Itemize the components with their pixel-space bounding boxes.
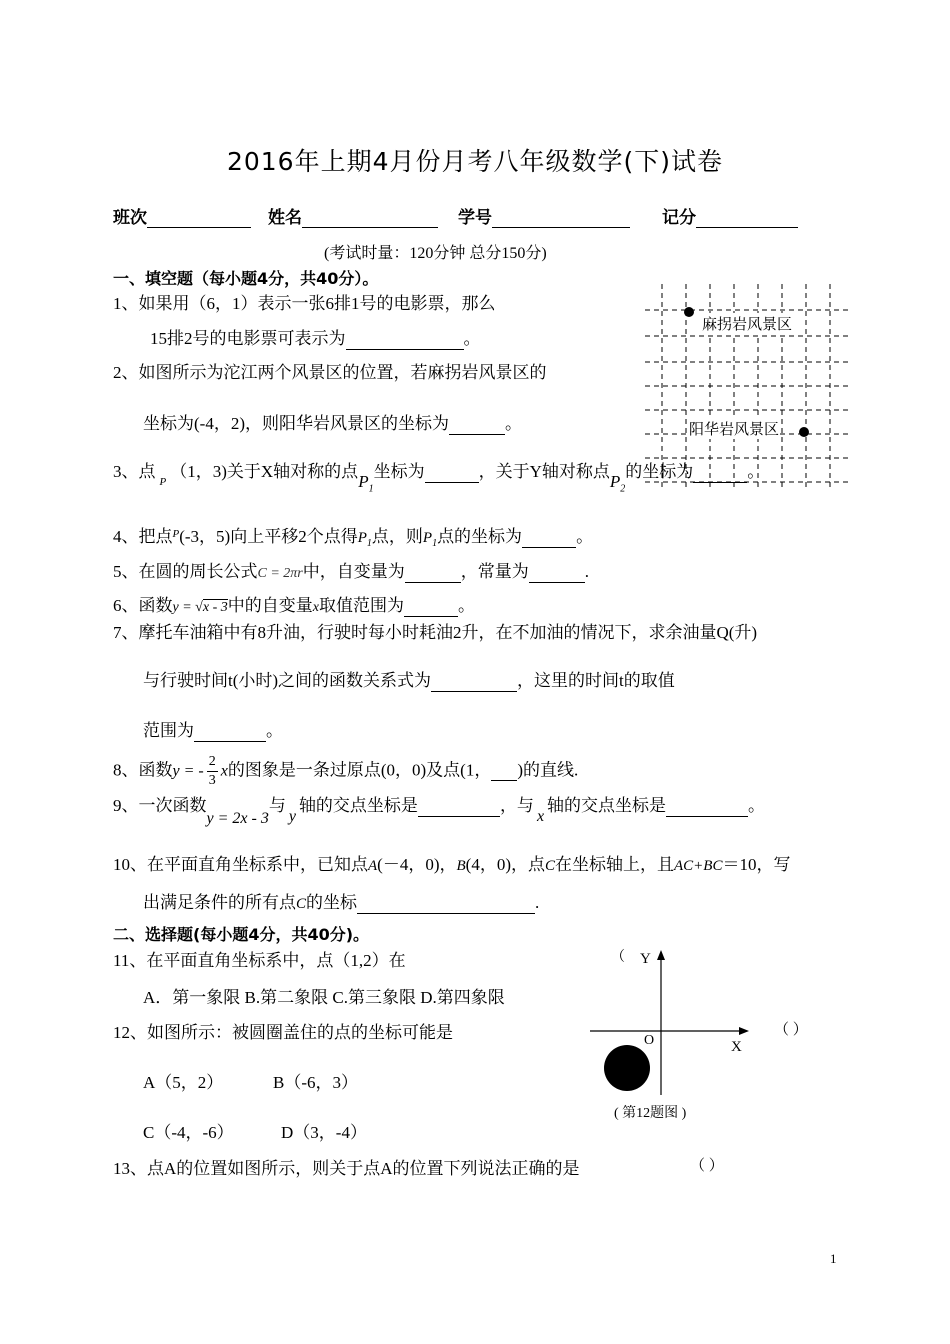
q5-blank-1[interactable] <box>405 562 461 583</box>
q6-formula-y: y = <box>172 600 196 615</box>
page-number: 1 <box>830 1251 837 1266</box>
q10-sum-expr: AC+BC <box>674 858 723 874</box>
q7-line3 <box>143 716 283 742</box>
score-label-text: 记分 <box>662 208 696 228</box>
q3-text-c: 坐标为 <box>373 462 425 481</box>
x-axis-arrow <box>739 1027 749 1035</box>
q3-line <box>113 457 765 495</box>
q8-fraction <box>207 753 218 790</box>
q10-line1 <box>113 850 790 875</box>
q3-text-a: 3、点 <box>113 462 156 481</box>
q4-point-p1: $P_1$ <box>357 530 372 549</box>
q6-var-x: x <box>312 600 319 615</box>
q6-radical-sign: √ <box>195 600 203 615</box>
q8-text-a: 8、函数 <box>113 760 173 780</box>
q3-text-b: （1，3)关于X轴对称的点 <box>170 462 359 481</box>
q8-numerator: 2 <box>207 753 218 772</box>
q8-denominator: 3 <box>208 773 216 788</box>
q7-line2 <box>143 666 675 692</box>
q7-blank-1[interactable] <box>431 671 517 692</box>
q4-text-d: 点的坐标为 <box>437 527 523 546</box>
exam-note: (考试时量：120分钟 总分150分) <box>324 245 547 262</box>
q10-point-c-again: C <box>296 896 307 912</box>
q10-point-c: C <box>545 858 556 874</box>
q7-line1: 7、摩托车油箱中有8升油，行驶时每小时耗油2升，在不加油的情况下，求余油量Q(升) <box>113 623 758 642</box>
q5-end: . <box>584 562 589 581</box>
q10-text-c: (4，0)，点 <box>465 855 545 874</box>
q8-blank[interactable] <box>491 760 517 781</box>
grid-label-yanghua: 阳华岩风景区 <box>689 418 779 439</box>
q7-text-b: 与行驶时间t(小时)之间的函数关系式为 <box>143 671 432 690</box>
q10-text-a: 10、在平面直角坐标系中，已知点 <box>113 855 368 874</box>
q4-point-p1-again: $P_1$ <box>422 530 438 549</box>
origin-label: O <box>644 1033 655 1048</box>
q5-formula: C = 2πr <box>257 566 303 581</box>
q9-var-y: y <box>288 808 296 825</box>
q11-paren: （ <box>611 950 625 965</box>
q10-text-d: 在坐标轴上，且 <box>555 855 675 874</box>
q3-end: 。 <box>747 462 765 481</box>
q6-text-b: 中的自变量 <box>227 596 313 615</box>
q12-option-b[interactable]: B（-6，3） <box>273 1073 358 1092</box>
q3-text-e: 的坐标为 <box>625 462 694 481</box>
q12-option-c[interactable]: C（-4，-6） <box>143 1123 234 1142</box>
q10-line2 <box>143 888 539 914</box>
q6-text-c: 取值范围为 <box>318 596 404 615</box>
q1-text: 15排2号的电影票可表示为 <box>150 329 346 348</box>
q13-paren: （ ） <box>690 1158 724 1174</box>
q5-text-b: 中，自变量为 <box>302 562 405 581</box>
name-label-text: 姓名 <box>268 208 302 228</box>
section2-heading: 二、选择题(每小题4分，共40分)。 <box>113 925 370 944</box>
q3-point-p: P <box>159 476 167 488</box>
q9-text-c: 轴的交点坐标是 <box>298 796 418 815</box>
q4-text-b: (-3，5)向上平移2个点得 <box>179 527 358 546</box>
q9-blank-2[interactable] <box>666 796 748 817</box>
q11-options[interactable]: A．第一象限 B.第二象限 C.第三象限 D.第四象限 <box>143 988 505 1007</box>
x-axis-label: X <box>731 1039 742 1055</box>
q10-text-e: ＝10，写 <box>722 855 791 874</box>
page-title: 2016年上期4月份月考八年级数学(下)试卷 <box>226 147 724 176</box>
id-label <box>458 203 630 228</box>
q8-formula-x: x <box>220 762 228 780</box>
name-field[interactable] <box>302 207 438 228</box>
q5-text-c: ，常量为 <box>460 562 529 581</box>
q3-point-p2: $P_2$ <box>609 472 626 495</box>
q11-line: 11、在平面直角坐标系中，点（1,2）在 <box>113 951 406 970</box>
q6-blank[interactable] <box>404 596 458 617</box>
mogui-point <box>684 307 694 317</box>
q6-text-a: 6、函数 <box>113 596 173 615</box>
q4-point-p: P <box>172 528 180 540</box>
q12-paren: （ ） <box>774 1022 808 1038</box>
q7-blank-2[interactable] <box>194 721 266 742</box>
score-label <box>662 203 798 228</box>
q6-end: 。 <box>457 596 475 615</box>
q3-point-p1: $P_1$ <box>358 472 374 495</box>
figure12-caption: ( 第12题图 ) <box>614 1106 687 1121</box>
q9-text-a: 9、一次函数 <box>113 796 207 815</box>
q1-blank[interactable] <box>346 329 464 350</box>
q10-text-f: 出满足条件的所有点 <box>143 893 296 912</box>
score-field[interactable] <box>696 207 798 228</box>
q2-line1: 2、如图所示为沱江两个风景区的位置，若麻拐岩风景区的 <box>113 363 547 382</box>
y-axis-arrow <box>657 950 665 960</box>
q7-text-d: 范围为 <box>143 721 194 740</box>
q1-line1: 1、如果用（6，1）表示一张6排1号的电影票，那么 <box>113 294 496 313</box>
q9-end: 。 <box>748 796 766 815</box>
q10-text-b: (－4，0)， <box>377 855 457 874</box>
q9-var-x: x <box>536 808 545 825</box>
q10-text-g: 的坐标 <box>306 893 358 912</box>
q1-line2 <box>150 324 481 350</box>
q2-blank[interactable] <box>449 414 505 435</box>
id-label-text: 学号 <box>458 208 492 228</box>
q4-end: 。 <box>576 527 594 546</box>
q4-text-a: 4、把点 <box>113 527 173 546</box>
q3-text-d: ，关于Y轴对称点 <box>478 462 610 481</box>
q8-line <box>113 753 578 790</box>
q9-line <box>113 791 766 827</box>
q7-text-c: ，这里的时间t的取值 <box>517 671 675 690</box>
q8-text-b: 的图象是一条过原点(0，0)及点(1， <box>227 760 492 780</box>
q9-text-b: 与 <box>268 796 286 815</box>
q3-blank-1[interactable] <box>425 462 479 483</box>
q8-formula-y: y = - <box>172 762 204 780</box>
yanghua-point <box>799 427 809 437</box>
class-label-text: 班次 <box>113 208 147 228</box>
class-label <box>113 203 251 228</box>
q5-blank-2[interactable] <box>529 562 585 583</box>
q2-text: 坐标为(-4，2)，则阳华岩风景区的坐标为 <box>143 414 449 433</box>
q10-end: . <box>535 893 540 912</box>
q12-option-d[interactable]: D（3，-4） <box>281 1123 367 1142</box>
q12-line: 12、如图所示：被圆圈盖住的点的坐标可能是 <box>113 1023 453 1042</box>
grid-label-mogui: 麻拐岩风景区 <box>702 313 792 334</box>
section1-heading: 一、填空题（每小题4分，共40分）。 <box>113 269 379 288</box>
y-axis-label: Y <box>640 951 651 967</box>
q10-point-b: B <box>456 858 466 874</box>
q1-end: 。 <box>463 329 481 348</box>
q4-text-c: 点，则 <box>371 527 423 546</box>
q12-option-a[interactable]: A（5，2） <box>143 1073 224 1092</box>
covering-circle <box>604 1045 650 1091</box>
q3-blank-2[interactable] <box>693 462 747 483</box>
q9-blank-1[interactable] <box>418 796 500 817</box>
q2-end: 。 <box>504 414 522 433</box>
q8-text-c: )的直线. <box>517 760 579 780</box>
q6-line <box>113 591 475 617</box>
axes-figure <box>585 950 765 1100</box>
q9-text-d: ，与 <box>499 796 534 815</box>
q13-line: 13、点A的位置如图所示，则关于点A的位置下列说法正确的是 <box>113 1159 580 1178</box>
q4-line <box>113 522 593 549</box>
q10-blank[interactable] <box>357 893 535 914</box>
q5-text-a: 5、在圆的周长公式 <box>113 562 258 581</box>
name-label <box>268 203 438 228</box>
id-field[interactable] <box>492 207 630 228</box>
q2-line2 <box>143 409 522 435</box>
q4-blank[interactable] <box>522 527 576 548</box>
q9-text-e: 轴的交点坐标是 <box>547 796 667 815</box>
q5-line <box>113 557 589 583</box>
q9-formula: y = 2x - 3 <box>206 810 269 827</box>
q10-point-a: A <box>368 858 378 874</box>
q6-radicand: x - 3 <box>202 600 228 615</box>
q7-end: 。 <box>266 721 283 740</box>
class-field[interactable] <box>147 207 251 228</box>
